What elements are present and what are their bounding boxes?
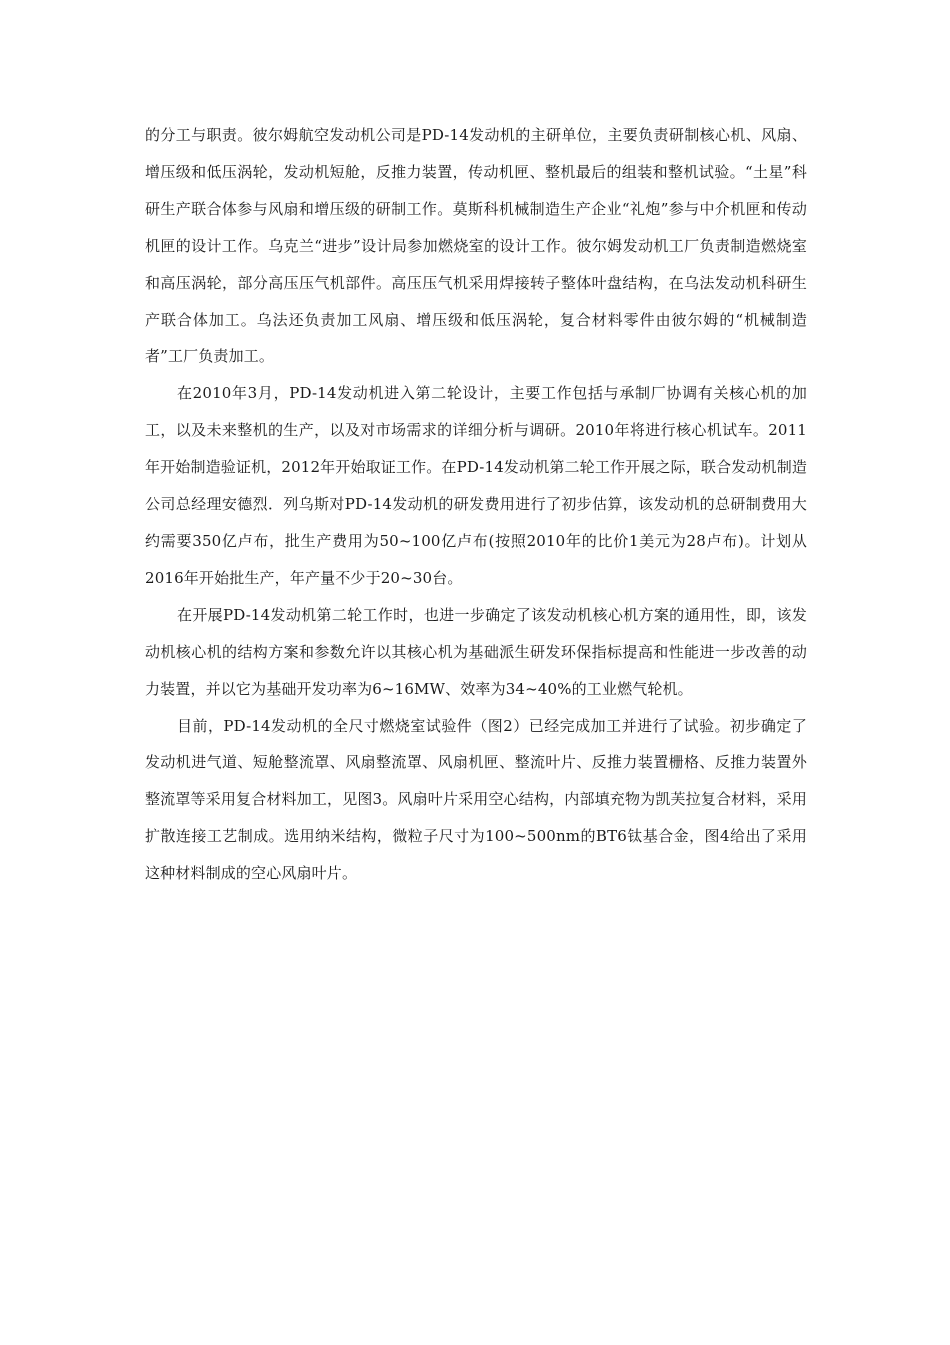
paragraph-1: 的分工与职责。彼尔姆航空发动机公司是PD-14发动机的主研单位，主要负责研制核心机、风扇、增压级和低压涡轮，发动机短舱，反推力装置，传动机匣、整机最后的组装和整机试验。“土星”科研生产联合体参与风扇和增压级的研制工作。莫斯科机械制造生产企业“礼炮”参与中介机匣和传动机匣的设计工作。乌克兰“进步”设计局参加燃烧室的设计工作。彼尔姆发动机工厂负责制造燃烧室和高压涡轮，部分高压压气机部件。高压压气机采用焊接转子整体叶盘结构，在乌法发动机科研生产联合体加工。乌法还负责加工风扇、增压级和低压涡轮，复合材料零件由彼尔姆的“机械制造者”工厂负责加工。 [145,126,807,366]
paragraph-2: 在2010年3月，PD-14发动机进入第二轮设计，主要工作包括与承制厂协调有关核心机的加工，以及未来整机的生产，以及对市场需求的详细分析与调研。2010年将进行核心机试车。2011年开始制造验证机，2012年开始取证工作。在PD-14发动机第二轮工作开展之际，联合发动机制造公司总经理安德烈．列乌斯对PD-14发动机的研发费用进行了初步估算，该发动机的总研制费用大约需要350亿卢布，批生产费用为50~100亿卢布(按照2010年的比价1美元为28卢布)。计划从2016年开始批生产，年产量不少于20~30台。 [145,384,807,587]
paragraph-3: 在开展PD-14发动机第二轮工作时，也进一步确定了该发动机核心机方案的通用性，即，该发动机核心机的结构方案和参数允许以其核心机为基础派生研发环保指标提高和性能进一步改善的动力装置，并以它为基础开发功率为6~16MW、效率为34~40%的工业燃气轮机。 [145,605,807,698]
paragraph-4: 目前，PD-14发动机的全尺寸燃烧室试验件（图2）已经完成加工并进行了试验。初步确定了发动机进气道、短舱整流罩、风扇整流罩、风扇机匣、整流叶片、反推力装置栅格、反推力装置外整流罩等采用复合材料加工，见图3。风扇叶片采用空心结构，内部填充物为凯芙拉复合材料，采用扩散连接工艺制成。选用纳米结构，微粒子尺寸为100~500nm的BT6钛基合金，图4给出了采用这种材料制成的空心风扇叶片。 [145,716,807,883]
document-page [145,117,807,892]
